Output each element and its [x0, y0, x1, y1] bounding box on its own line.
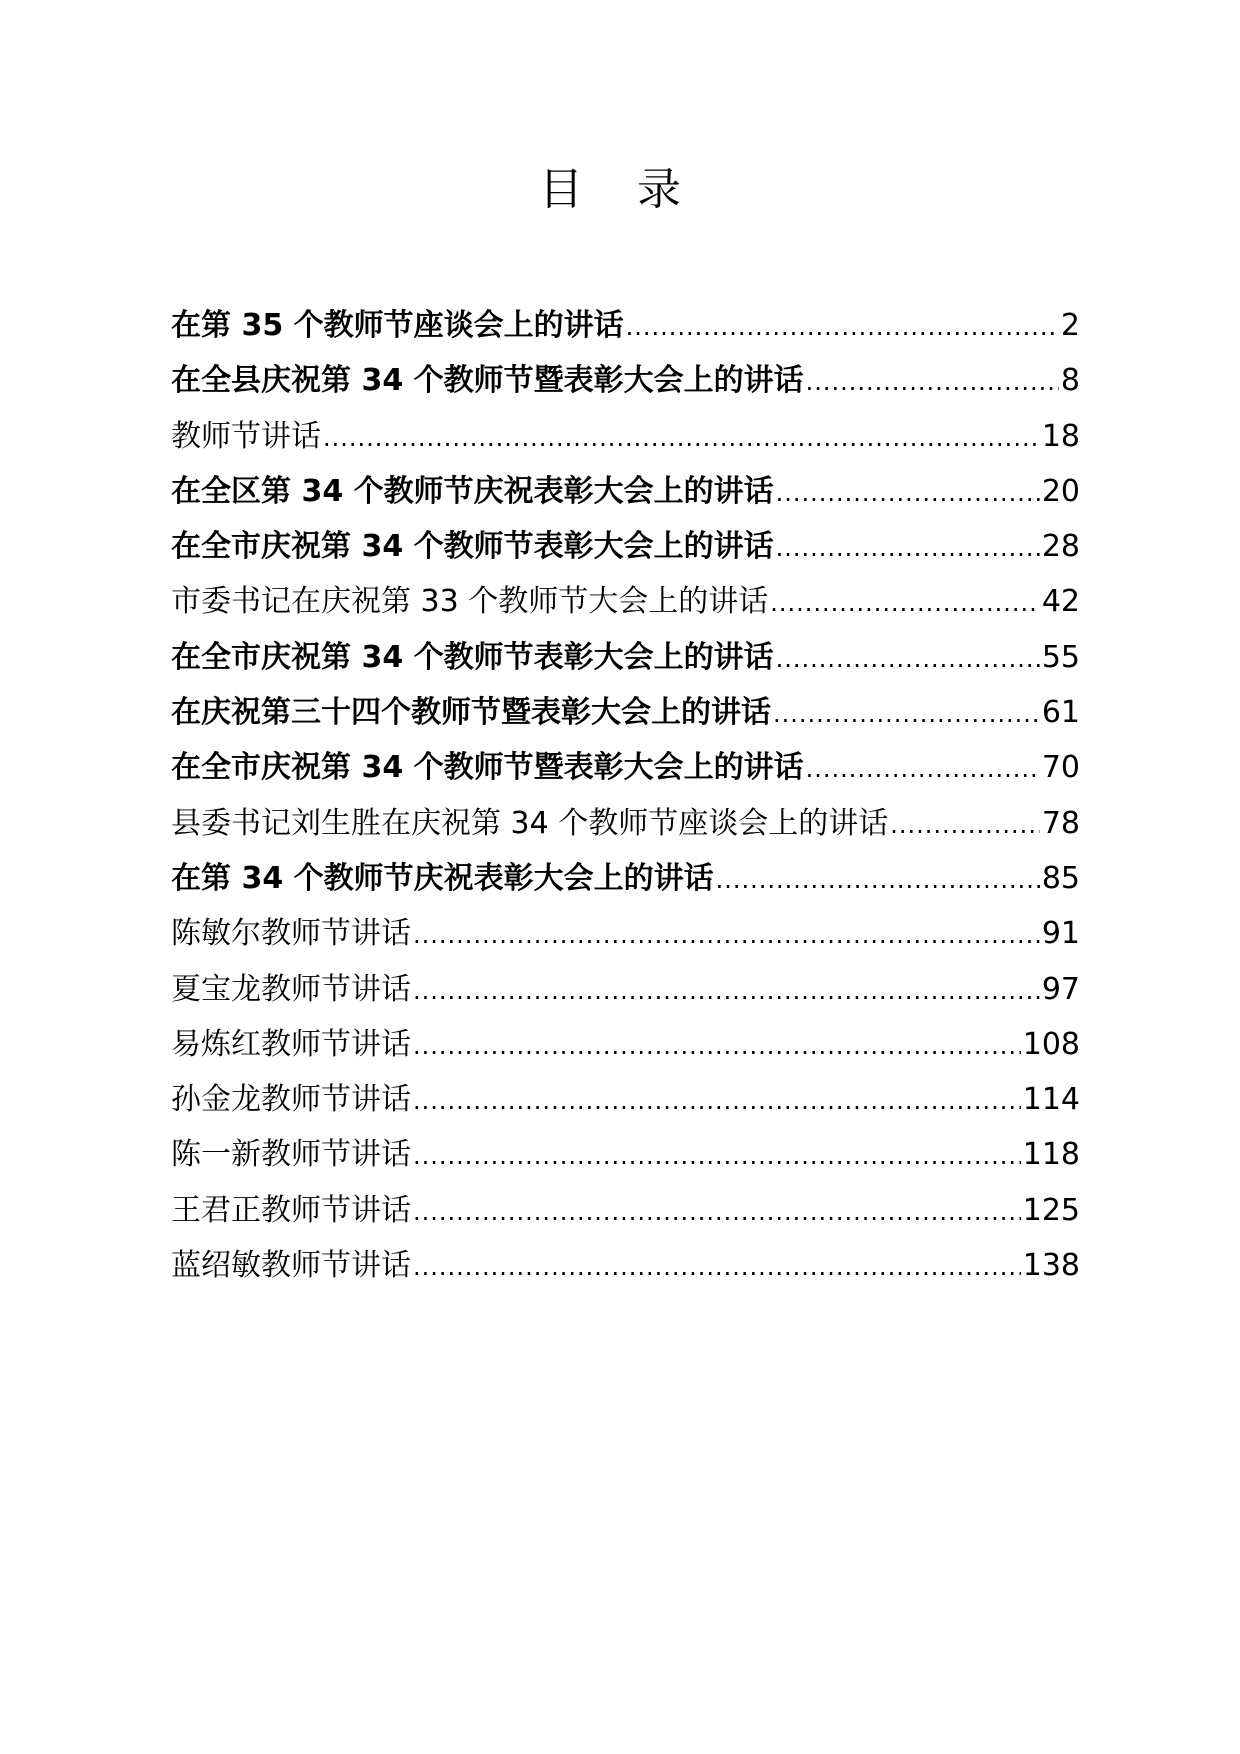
toc-leader-dots [776, 632, 1040, 687]
toc-entry-page-number: 8 [1060, 363, 1080, 399]
toc-leader-dots [413, 908, 1040, 963]
toc-entry-title: 县委书记刘生胜在庆祝第 34 个教师节座谈会上的讲话 [171, 805, 889, 841]
toc-entry-page-number: 70 [1041, 750, 1080, 786]
toc-entry[interactable] [171, 464, 1080, 519]
toc-entry-page-number: 108 [1022, 1026, 1080, 1062]
toc-entry[interactable] [171, 740, 1080, 795]
toc-entry-page-number: 61 [1041, 695, 1080, 731]
toc-leader-dots [413, 1129, 1021, 1184]
toc-entry[interactable] [171, 1127, 1080, 1182]
table-of-contents [171, 298, 1080, 1293]
toc-entry[interactable] [171, 353, 1080, 408]
toc-entry[interactable] [171, 630, 1080, 685]
toc-entry-title: 易炼红教师节讲话 [171, 1026, 411, 1062]
toc-entry-title: 蓝绍敏教师节讲话 [171, 1248, 411, 1284]
toc-entry-page-number: 85 [1041, 860, 1080, 896]
toc-entry-title: 在全市庆祝第 34 个教师节表彰大会上的讲话 [171, 639, 774, 675]
toc-entry-title: 教师节讲话 [171, 418, 321, 454]
toc-leader-dots [413, 1019, 1021, 1074]
toc-leader-dots [716, 853, 1040, 908]
toc-entry-page-number: 91 [1041, 916, 1080, 952]
toc-entry-page-number: 42 [1041, 584, 1080, 620]
toc-entry-page-number: 18 [1041, 418, 1080, 454]
toc-entry-title: 夏宝龙教师节讲话 [171, 971, 411, 1007]
toc-leader-dots [890, 798, 1040, 853]
toc-entry-title: 陈敏尔教师节讲话 [171, 916, 411, 952]
toc-entry[interactable] [171, 1072, 1080, 1127]
toc-entry-title: 在庆祝第三十四个教师节暨表彰大会上的讲话 [171, 695, 771, 731]
toc-leader-dots [806, 355, 1059, 410]
toc-entry[interactable] [171, 685, 1080, 740]
toc-leader-dots [413, 1240, 1021, 1295]
toc-leader-dots [413, 1185, 1021, 1240]
toc-leader-dots [806, 742, 1040, 797]
toc-entry-page-number: 78 [1041, 805, 1080, 841]
toc-entry-title: 在全市庆祝第 34 个教师节暨表彰大会上的讲话 [171, 750, 804, 786]
toc-entry[interactable] [171, 1017, 1080, 1072]
toc-entry-title: 陈一新教师节讲话 [171, 1137, 411, 1173]
toc-entry[interactable] [171, 574, 1080, 629]
toc-entry[interactable] [171, 906, 1080, 961]
toc-entry[interactable] [171, 796, 1080, 851]
toc-entry-title: 在第 35 个教师节座谈会上的讲话 [171, 308, 624, 343]
toc-leader-dots [323, 411, 1040, 466]
toc-entry-page-number: 2 [1060, 308, 1080, 343]
toc-leader-dots [773, 687, 1040, 742]
toc-entry-page-number: 118 [1022, 1137, 1080, 1173]
toc-entry[interactable] [171, 1238, 1080, 1293]
toc-entry-page-number: 20 [1041, 473, 1080, 509]
page-title: 目 录 [539, 164, 701, 215]
toc-entry-title: 孙金龙教师节讲话 [171, 1082, 411, 1118]
toc-entry-title: 市委书记在庆祝第 33 个教师节大会上的讲话 [171, 584, 769, 620]
toc-leader-dots [413, 1074, 1021, 1129]
toc-entry[interactable] [171, 409, 1080, 464]
toc-entry[interactable] [171, 298, 1080, 353]
toc-entry[interactable] [171, 519, 1080, 574]
toc-entry-page-number: 125 [1022, 1192, 1080, 1228]
toc-entry[interactable] [171, 851, 1080, 906]
toc-entry-title: 王君正教师节讲话 [171, 1192, 411, 1228]
toc-leader-dots [776, 521, 1040, 576]
toc-entry[interactable] [171, 962, 1080, 1017]
toc-entry-title: 在全县庆祝第 34 个教师节暨表彰大会上的讲话 [171, 363, 804, 399]
toc-entry-title: 在第 34 个教师节庆祝表彰大会上的讲话 [171, 860, 714, 896]
toc-entry-title: 在全市庆祝第 34 个教师节表彰大会上的讲话 [171, 529, 774, 565]
toc-entry[interactable] [171, 1183, 1080, 1238]
toc-entry-page-number: 28 [1041, 529, 1080, 565]
toc-entry-page-number: 55 [1041, 639, 1080, 675]
toc-leader-dots [626, 300, 1059, 355]
toc-entry-page-number: 114 [1022, 1082, 1080, 1118]
toc-entry-page-number: 97 [1041, 971, 1080, 1007]
toc-leader-dots [770, 576, 1040, 631]
toc-entry-page-number: 138 [1022, 1248, 1080, 1284]
toc-leader-dots [413, 964, 1040, 1019]
toc-leader-dots [776, 466, 1040, 521]
toc-entry-title: 在全区第 34 个教师节庆祝表彰大会上的讲话 [171, 473, 774, 509]
